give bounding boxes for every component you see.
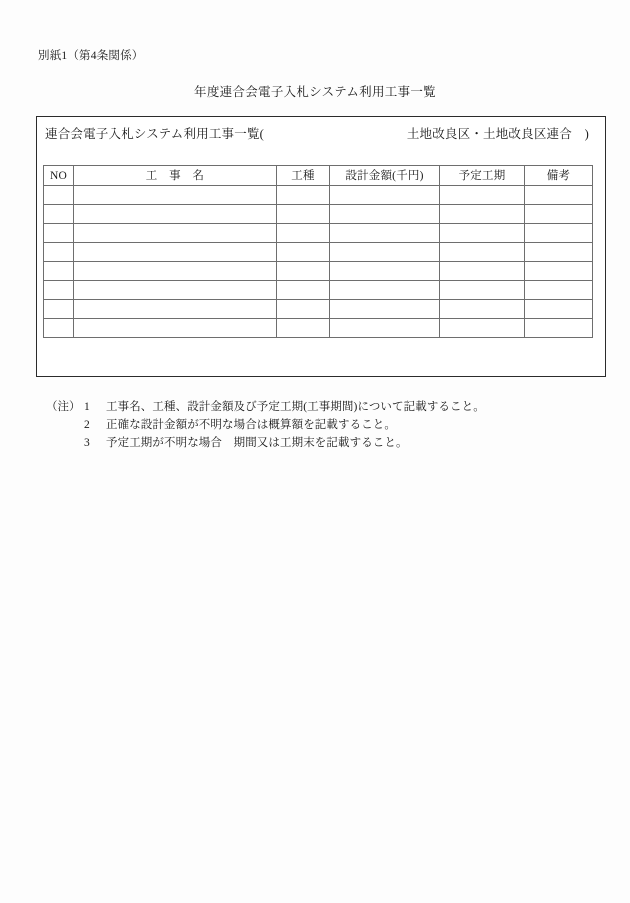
table-cell-planned_period[interactable]	[440, 205, 525, 224]
table-cell-no[interactable]	[44, 186, 74, 205]
table-cell-no[interactable]	[44, 243, 74, 262]
table-cell-remarks[interactable]	[525, 224, 593, 243]
works-table	[43, 165, 593, 338]
table-cell-remarks[interactable]	[525, 205, 593, 224]
document-reference: 別紙1（第4条関係）	[38, 50, 144, 62]
table-cell-planned_period[interactable]	[440, 186, 525, 205]
column-header-work-name: 工 事 名	[74, 166, 277, 186]
table-row[interactable]	[44, 262, 593, 281]
table-cell-no[interactable]	[44, 300, 74, 319]
table-cell-planned_period[interactable]	[440, 319, 525, 338]
table-cell-design_amount[interactable]	[330, 319, 440, 338]
note-item	[46, 416, 485, 434]
table-cell-work_name[interactable]	[74, 224, 277, 243]
table-cell-design_amount[interactable]	[330, 205, 440, 224]
table-cell-remarks[interactable]	[525, 281, 593, 300]
table-row[interactable]	[44, 186, 593, 205]
table-cell-work_name[interactable]	[74, 243, 277, 262]
table-cell-work_type[interactable]	[277, 319, 330, 338]
table-cell-work_name[interactable]	[74, 300, 277, 319]
column-header-planned-period: 予定工期	[440, 166, 525, 186]
table-cell-design_amount[interactable]	[330, 243, 440, 262]
table-row[interactable]	[44, 243, 593, 262]
column-header-no: NO	[44, 166, 74, 186]
works-table-body	[44, 186, 593, 338]
note-item	[46, 434, 485, 452]
table-row[interactable]	[44, 205, 593, 224]
table-cell-work_name[interactable]	[74, 262, 277, 281]
table-cell-work_name[interactable]	[74, 186, 277, 205]
column-header-work-type: 工種	[277, 166, 330, 186]
table-cell-remarks[interactable]	[525, 300, 593, 319]
table-cell-design_amount[interactable]	[330, 224, 440, 243]
table-cell-work_type[interactable]	[277, 243, 330, 262]
notes-label: （注）	[46, 401, 81, 413]
table-cell-no[interactable]	[44, 224, 74, 243]
table-cell-no[interactable]	[44, 319, 74, 338]
table-cell-remarks[interactable]	[525, 262, 593, 281]
table-cell-work_type[interactable]	[277, 224, 330, 243]
column-header-remarks: 備考	[525, 166, 593, 186]
table-cell-work_name[interactable]	[74, 319, 277, 338]
table-cell-planned_period[interactable]	[440, 300, 525, 319]
table-cell-remarks[interactable]	[525, 186, 593, 205]
table-cell-work_type[interactable]	[277, 300, 330, 319]
table-cell-remarks[interactable]	[525, 243, 593, 262]
note-text: 正確な設計金額が不明な場合は概算額を記載すること。	[106, 419, 396, 431]
table-cell-planned_period[interactable]	[440, 243, 525, 262]
notes-block	[46, 398, 485, 452]
table-cell-remarks[interactable]	[525, 319, 593, 338]
table-cell-design_amount[interactable]	[330, 300, 440, 319]
page-title: 年度連合会電子入札システム利用工事一覧	[194, 85, 436, 99]
column-header-design-amount: 設計金額(千円)	[330, 166, 440, 186]
table-cell-no[interactable]	[44, 205, 74, 224]
table-cell-design_amount[interactable]	[330, 281, 440, 300]
table-row[interactable]	[44, 281, 593, 300]
note-number: 2	[84, 419, 90, 431]
table-cell-no[interactable]	[44, 262, 74, 281]
table-cell-work_name[interactable]	[74, 205, 277, 224]
table-cell-work_type[interactable]	[277, 262, 330, 281]
form-header-line	[45, 124, 595, 142]
note-item	[46, 398, 485, 416]
table-cell-design_amount[interactable]	[330, 186, 440, 205]
note-text: 予定工期が不明な場合 期間又は工期末を記載すること。	[106, 437, 408, 449]
table-cell-design_amount[interactable]	[330, 262, 440, 281]
table-cell-no[interactable]	[44, 281, 74, 300]
form-frame	[36, 116, 606, 377]
table-row[interactable]	[44, 224, 593, 243]
table-cell-work_type[interactable]	[277, 186, 330, 205]
table-row[interactable]	[44, 300, 593, 319]
note-text: 工事名、工種、設計金額及び予定工期(工事期間)について記載すること。	[106, 401, 485, 413]
table-row[interactable]	[44, 319, 593, 338]
table-cell-work_type[interactable]	[277, 205, 330, 224]
table-cell-work_name[interactable]	[74, 281, 277, 300]
works-table-head	[44, 166, 593, 186]
table-cell-planned_period[interactable]	[440, 262, 525, 281]
table-cell-work_type[interactable]	[277, 281, 330, 300]
note-number: 1	[84, 401, 90, 413]
works-table-wrapper	[43, 165, 592, 338]
table-cell-planned_period[interactable]	[440, 281, 525, 300]
form-header-left-label: 連合会電子入札システム利用工事一覧(	[45, 127, 265, 141]
note-number: 3	[84, 437, 90, 449]
form-header-right-label: 土地改良区・土地改良区連合 )	[406, 127, 589, 141]
table-header-row	[44, 166, 593, 186]
table-cell-planned_period[interactable]	[440, 224, 525, 243]
